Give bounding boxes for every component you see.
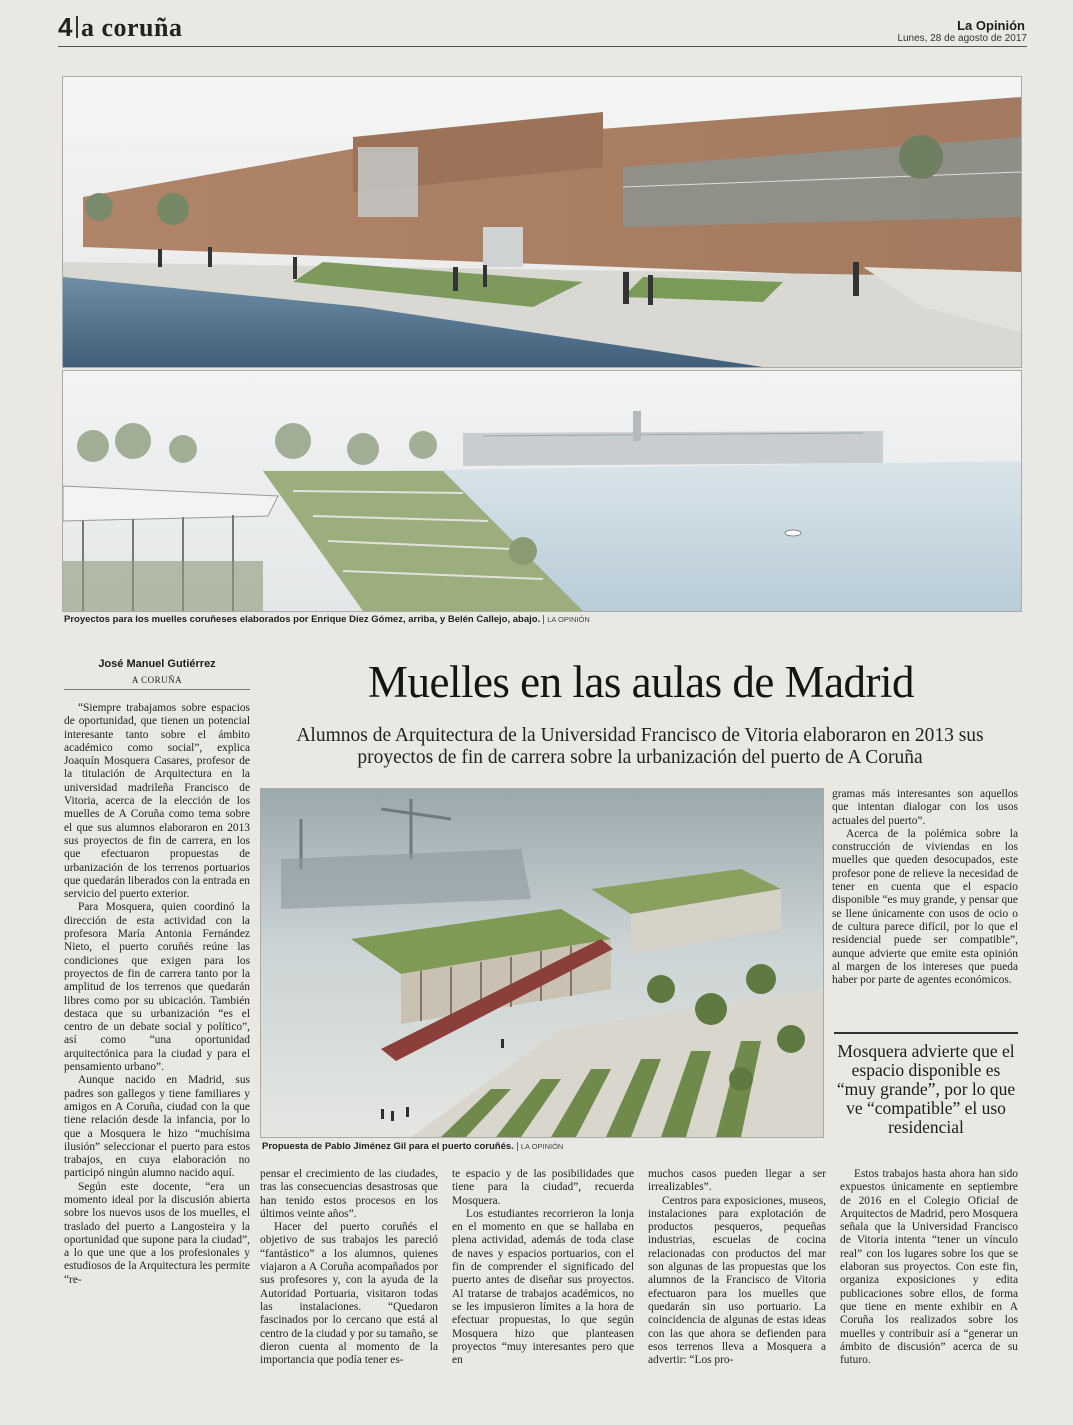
paragraph: “Siempre trabajamos sobre espacios de oportunidad, que tienen un potencial interesante tanto sobre el ámbito académico como social”, explica Joaquín Mosquera Casares, profesor de la titulación de Arquitectura en la universidad madrileña Francisco de Vitoria, acerca de la elección de los muelles de A Coruña como tema sobre el que sus alumnos elaboraron en 2013 sus proyectos de fin de carrera, en los que efectuaron propuestas de urbanización de los terrenos portuarios que quedarán liberados con la entrada en servicio del puerto exterior. xyxy=(64,702,250,901)
top-caption-text: Proyectos para los muelles coruñeses elaborados por Enrique Díez Gómez, arriba, y Belén Callejo, abajo. xyxy=(64,614,541,625)
paragraph: te espacio y de las posibilidades que tiene para la ciudad”, recuerda Mosquera. xyxy=(452,1168,634,1207)
article-column-2 xyxy=(260,1168,438,1367)
author-location: A CORUÑA xyxy=(64,675,250,690)
paragraph: Centros para exposiciones, museos, instalaciones para explotación de productos pesqueros, pequeñas industrias, escuelas de cocina relacionadas con productos del mar son algunas de las propuestas que los alumnos de la Francisco de Vitoria efectuaron para los muelles que quedarán sin uso portuario. La coincidencia de algunas de estas ideas con las que ahora se defienden para esos terrenos lleva a Mosquera a advertir: “Los pro- xyxy=(648,1194,826,1367)
center-photo-credit: LA OPINIÓN xyxy=(517,1142,564,1151)
pull-quote: Mosquera advierte que el espacio disponible es “muy grande”, por lo que ve “compatible” el uso residencial xyxy=(834,1032,1018,1137)
section-name: a coruña xyxy=(80,13,183,42)
article-column-6 xyxy=(840,1168,1018,1367)
header-rule xyxy=(58,46,1027,47)
article-column-5 xyxy=(832,788,1018,987)
newspaper-name: La Opinión xyxy=(957,18,1025,33)
paragraph: Para Mosquera, quien coordinó la dirección de esta actividad con la profesora María Antonia Fernández Nieto, el puerto coruñés reúne las condiciones que exigen para los proyectos de fin de carrera tanto por la amplitud de los terrenos que quedarán libres como por su ubicación. También destaca que su urbanización “es el centro de un debate social y político”, así como “una oportunidad arquitectónica para la ciudad y para el pensamiento urbano”. xyxy=(64,901,250,1074)
article-column-3 xyxy=(452,1168,634,1367)
paragraph: gramas más interesantes son aquellos que intentan dialogar con los usos actuales del puerto”. xyxy=(832,788,1018,827)
author-name: José Manuel Gutiérrez xyxy=(98,658,216,670)
paragraph: Estos trabajos hasta ahora han sido expuestos únicamente en septiembre de 2016 en el Colegio Oficial de Arquitectos de Madrid, pero Mosquera señala que la Universidad Francisco de Vitoria intenta “tener un vínculo real” con los lugares sobre los que se elaboran sus proyectos. Con este fin, organiza exposiciones y edita publicaciones sobre ellos, de forma que tiene en mente exhibir en A Coruña los realizados sobre los muelles y contribuir así a “generar un ámbito de discusión” acerca de su futuro. xyxy=(840,1168,1018,1367)
section-header xyxy=(58,12,182,43)
paragraph: Según este docente, “era un momento ideal por la discusión abierta sobre los nuevos usos de los muelles, el traslado del puerto a Langosteira y la oportunidad que supone para la ciudad”, a lo que une que a los profesionales y estudiosos de la Arquitectura les permite “re- xyxy=(64,1180,250,1286)
paragraph: Aunque nacido en Madrid, sus padres son gallegos y tiene familiares y amigos en A Coruña, ciudad con la que tiene relación desde la infancia, por lo que a Mosquera le hizo “muchísima ilusión” seleccionar el puerto para estos trabajos, en cuya elaboración no participó ningún alumno nacido aquí. xyxy=(64,1074,250,1180)
center-caption-text: Propuesta de Pablo Jiménez Gil para el puerto coruñés. xyxy=(262,1141,514,1152)
article-headline: Muelles en las aulas de Madrid xyxy=(367,657,915,707)
article-column-4 xyxy=(648,1168,826,1367)
paragraph: muchos casos pueden llegar a ser irrealizables”. xyxy=(648,1168,826,1194)
rendering-bottom-photo xyxy=(62,370,1022,612)
top-photo-caption xyxy=(64,614,590,625)
top-photo-credit: LA OPINIÓN xyxy=(543,615,590,624)
paragraph: Acerca de la polémica sobre la construcción de viviendas en los muelles que queden desocupados, este profesor pone de relieve la necesidad de tener en cuenta que el espacio disponible “es muy grande, y pensar que se llene únicamente con usos de ocio o de cultura parece difícil, por lo que el residencial puede ser compatible”, aunque advierte que emite esta opinión al margen de los intereses que pueda haber por parte de agentes económicos. xyxy=(832,827,1018,987)
paragraph: pensar el crecimiento de las ciudades, tras las consecuencias desastrosas que han tenido estos procesos en los últimos veinte años”. xyxy=(260,1168,438,1220)
header-divider xyxy=(76,16,78,38)
issue-date: Lunes, 28 de agosto de 2017 xyxy=(897,33,1027,44)
page-number: 4 xyxy=(58,12,73,42)
article-column-1 xyxy=(64,702,250,1287)
rendering-center-photo xyxy=(260,788,824,1138)
paragraph: Hacer del puerto coruñés el objetivo de sus trabajos les pareció “fantástico” a los alumnos, quienes viajaron a A Coruña acompañados por sus profesores y, con la ayuda de la Autoridad Portuaria, visitaron todas las instalaciones. “Quedaron fascinados por lo cercano que está al centro de la ciudad y por su tamaño, se dieron cuenta al momento de la importancia que podía tener es- xyxy=(260,1221,438,1367)
article-subhead: Alumnos de Arquitectura de la Universidad Francisco de Vitoria elaboraron en 2013 sus proyectos de fin de carrera sobre la urbanización del puerto de A Coruña xyxy=(296,725,984,768)
rendering-top-photo xyxy=(62,76,1022,368)
center-photo-caption xyxy=(262,1141,563,1152)
paragraph: Los estudiantes recorrieron la lonja en el momento en que se hallaba en plena actividad, además de toda clase de naves y espacios portuarios, con el fin de comprender el significado del puerto antes de diseñar sus proyectos. Al tratarse de trabajos académicos, no se les impusieron límites a la hora de efectuar propuestas, lo que según Mosquera hizo que planteasen proyectos “muy interesantes pero que en xyxy=(452,1207,634,1367)
